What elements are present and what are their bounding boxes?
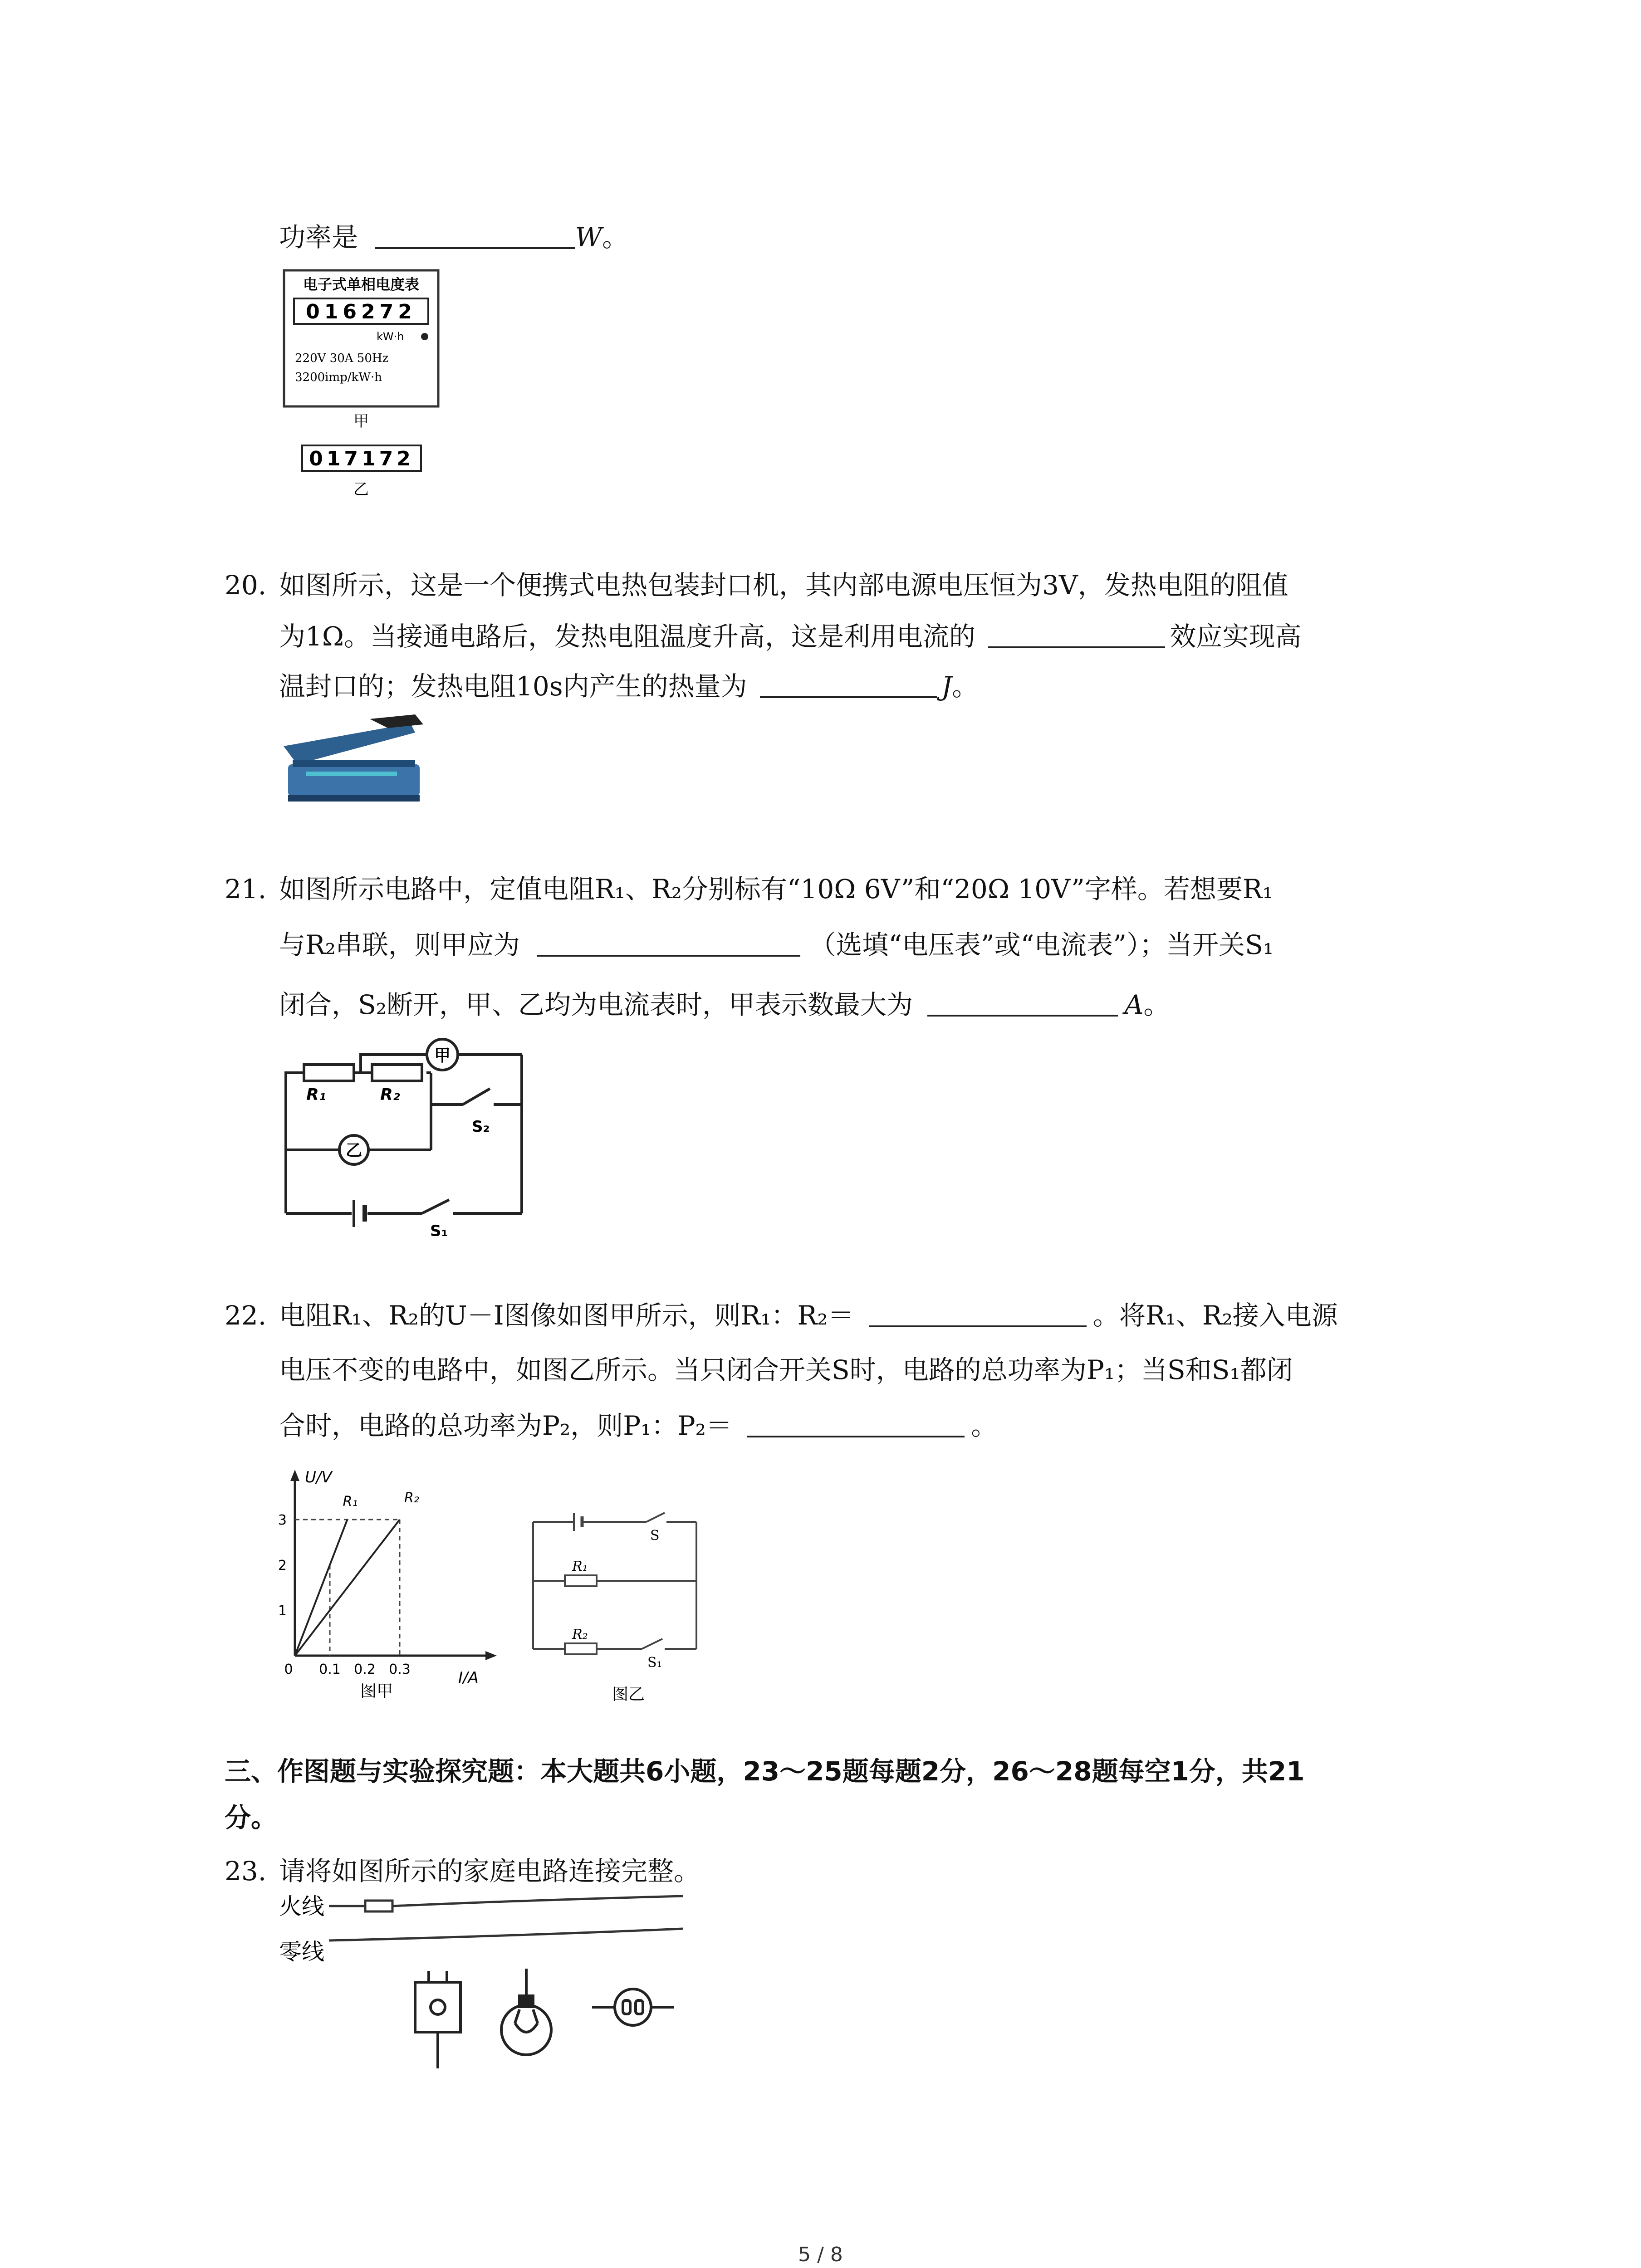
answer-blank[interactable] [988,622,1165,648]
light-bulb-icon [501,1969,551,2055]
x-tick-label: 0.3 [389,1662,411,1677]
y-axis-arrow-icon [290,1470,299,1481]
resistor-r1 [565,1575,597,1586]
q21-text-2b: （选填“电压表”或“电流表”）；当开关S₁ [809,929,1274,960]
series-label-r1: R₁ [343,1494,358,1510]
q22-line-3 [279,1410,997,1442]
y-axis-label: U/V [305,1468,332,1486]
x-tick-label: 0 [284,1662,293,1677]
unit-j: J [941,671,952,702]
label-r1: R₁ [306,1085,326,1104]
x-tick-label: 0.1 [319,1662,341,1677]
graph-caption: 图甲 [360,1682,393,1701]
series-line-1 [295,1520,348,1656]
q22-text-3a: 合时，电路的总功率为P₂，则P₁：P₂＝ [279,1410,732,1441]
period: 。 [971,1410,998,1441]
section-3-heading-tail: 分。 [225,1802,278,1833]
q21-line-1 [225,873,1273,905]
series-label-r2: R₂ [404,1490,419,1506]
y-tick-label: 3 [278,1512,287,1528]
label-r1: R₁ [572,1559,588,1574]
q22-line-1 [225,1300,1338,1331]
page-number: 5 / 8 [798,2243,843,2266]
unit-a: A [1124,989,1144,1020]
q22-text-1b: 。将R₁、R₂接入电源 [1092,1300,1338,1331]
section-3-heading-line-2 [225,1802,277,1833]
period: 。 [602,222,629,253]
u-i-graph [272,1465,508,1701]
q19-tail-line [279,221,628,253]
q20-text-1: 如图所示，这是一个便携式电热包装封口机，其内部电源电压恒为3V，发热电阻的阻值 [279,570,1288,601]
switch-icon [592,1989,674,2025]
q20-line-2 [279,621,1301,652]
answer-blank[interactable] [375,223,575,249]
x-axis-arrow-icon [485,1651,497,1660]
meter-yi-label: 乙 [345,1141,362,1160]
q21-text-2a: 与R₂串联，则甲应为 [279,929,520,960]
answer-blank[interactable] [760,672,937,698]
pulse-led-icon [421,333,428,340]
q21-line-3 [279,989,1170,1021]
q20-text-2a: 为1Ω。当接通电路后，发热电阻温度升高，这是利用电流的 [279,621,975,652]
meter-jia-label: 甲 [434,1046,451,1065]
question-number: 22. [225,1300,267,1331]
y-tick-label: 1 [278,1603,287,1619]
q20-line-1 [225,569,1288,601]
label-jia: 甲 [353,412,369,430]
svg-text:016272: 016272 [306,300,416,323]
graph-marks [278,1490,419,1677]
q19-tail-text: 功率是 [279,222,358,253]
q22-text-2: 电压不变的电路中，如图乙所示。当只闭合开关S时，电路的总功率为P₁；当S和S₁都闭 [279,1354,1293,1385]
q23-line-1 [225,1855,700,1887]
label-r2: R₂ [380,1085,400,1104]
series-line-2 [295,1520,400,1656]
label-s: S [650,1528,660,1544]
meter-specs-1: 220V 30A 50Hz [295,352,389,365]
circuit-caption: 图乙 [612,1685,645,1703]
y-tick-label: 2 [278,1558,287,1574]
label-yi: 乙 [353,480,369,499]
electric-meter-figure [281,268,454,503]
x-axis-label: I/A [458,1669,479,1687]
question-number: 21. [225,874,267,904]
meter-title: 电子式单相电度表 [303,276,420,293]
q22-circuit-diagram [529,1508,701,1703]
section-3-heading: 三、作图题与实验探究题：本大题共6小题，23～25题每题2分，26～28题每空1分，共21 [225,1756,1305,1787]
unit-w: W [575,222,603,253]
heat-sealer-image [279,714,429,814]
meter-digits-yi [302,445,421,471]
q22-line-2 [279,1354,1293,1386]
period: 。 [1143,989,1170,1020]
resistor-r2 [372,1065,422,1081]
q23-text: 请将如图所示的家庭电路连接完整。 [279,1856,700,1887]
svg-text:017172: 017172 [309,447,414,470]
meter-unit: kW·h [377,330,404,343]
q20-line-3 [279,670,978,702]
meter-specs-2: 3200imp/kW·h [295,371,382,384]
q20-text-2b: 效应实现高 [1170,621,1302,652]
label-s1: S₁ [430,1222,448,1236]
socket-icon [415,1971,460,2068]
question-number: 20. [225,570,267,601]
answer-blank[interactable] [747,1411,965,1437]
answer-blank[interactable] [869,1301,1087,1327]
q21-line-2 [279,929,1274,961]
meter-digits-jia [294,298,428,324]
q21-text-3a: 闭合，S₂断开，甲、乙均为电流表时，甲表示数最大为 [279,989,913,1020]
question-number: 23. [225,1856,267,1887]
fuse-icon [365,1901,392,1911]
label-s2: S₂ [472,1118,490,1136]
period: 。 [952,671,979,702]
household-circuit-diagram [279,1887,696,2087]
resistor-r2 [565,1643,597,1654]
resistor-r1 [304,1065,354,1081]
answer-blank[interactable] [927,990,1118,1017]
label-s1: S₁ [647,1655,662,1671]
section-3-heading-line-1 [225,1755,1305,1787]
answer-blank[interactable] [537,930,800,957]
q22-text-1a: 电阻R₁、R₂的U－I图像如图甲所示，则R₁：R₂＝ [279,1300,854,1331]
neutral-wire-label: 零线 [279,1939,324,1965]
label-r2: R₂ [572,1627,588,1642]
q20-text-3a: 温封口的；发热电阻10s内产生的热量为 [279,671,747,702]
live-wire-label: 火线 [279,1893,324,1920]
q21-circuit-diagram [281,1036,535,1236]
q21-text-1: 如图所示电路中，定值电阻R₁、R₂分别标有“10Ω 6V”和“20Ω 10V”字样。若想要R₁ [279,874,1273,904]
x-tick-label: 0.2 [354,1662,376,1677]
